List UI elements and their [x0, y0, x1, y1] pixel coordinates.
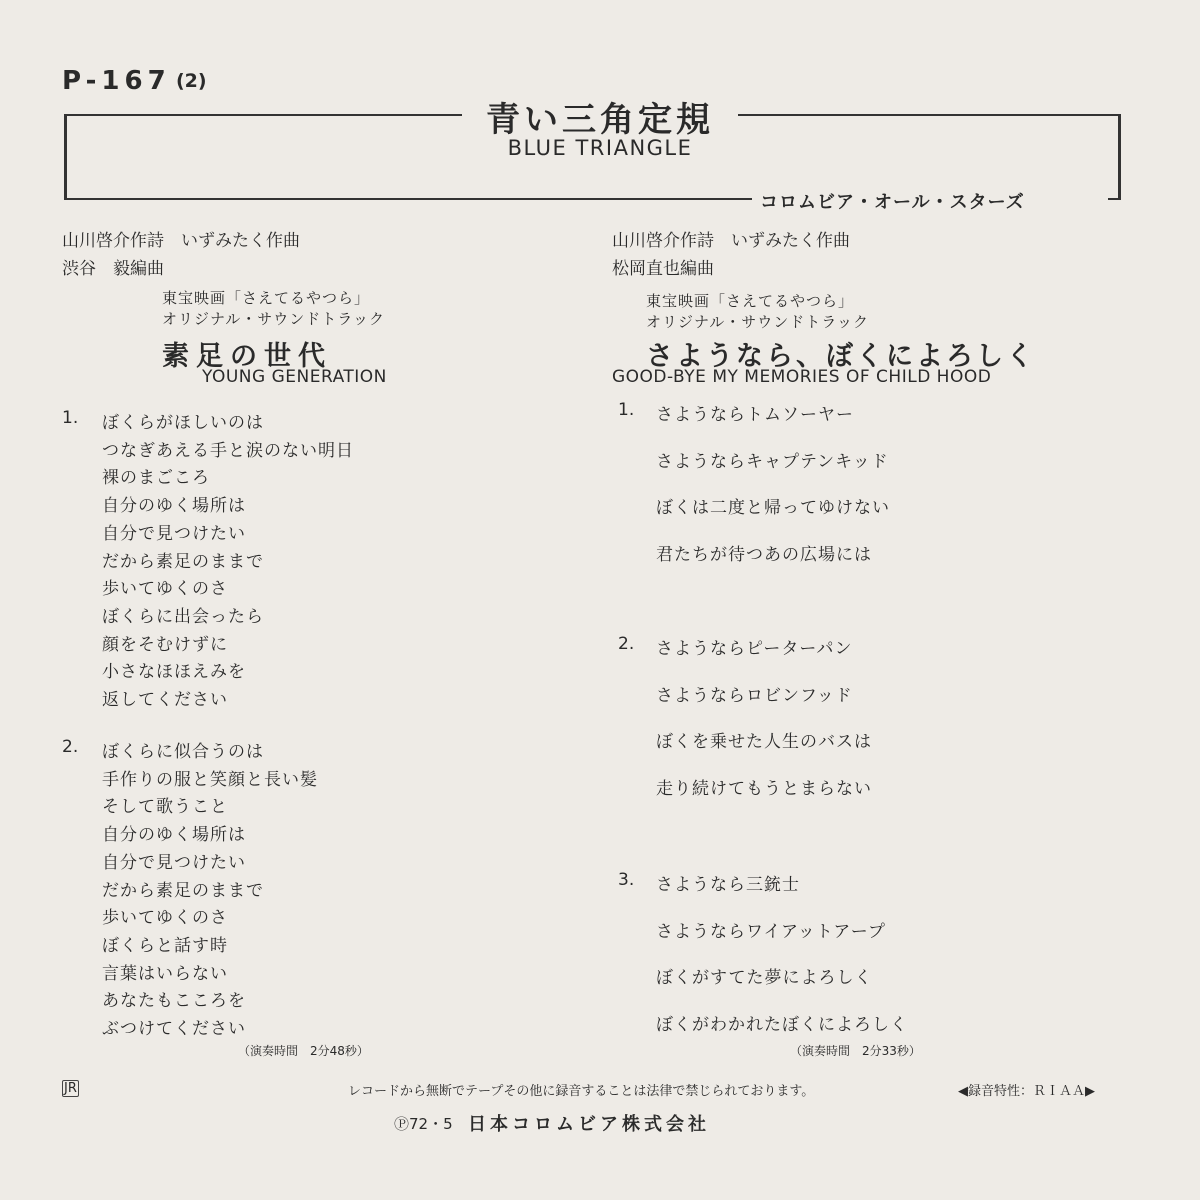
- right-lyric-line: さようならロビンフッド: [656, 685, 853, 706]
- left-credit-1: 山川啓介作詩 いずみたく作曲: [62, 231, 300, 251]
- left-lyric-line: 裸のまごころ: [102, 468, 210, 489]
- copy-notice: レコードから無断でテープその他に録音することは法律で禁じられております。: [348, 1084, 815, 1099]
- left-film-2: オリジナル・サウンドトラック: [162, 310, 385, 328]
- left-song-title-en: YOUNG GENERATION: [202, 367, 387, 387]
- left-lyric-line: ぼくらがほしいのは: [102, 413, 264, 433]
- left-verse-number: 2.: [62, 737, 79, 757]
- copyright-year: Ⓟ72・5: [394, 1115, 453, 1133]
- right-lyric-line: 君たちが待つあの広場には: [656, 545, 872, 566]
- right-lyric-line: さようならキャプテンキッド: [656, 451, 889, 472]
- right-lyric-line: ぼくは二度と帰ってゆけない: [656, 498, 890, 519]
- right-lyric-line: さようならトムソーヤー: [656, 405, 854, 425]
- left-lyric-line: 歩いてゆくのさ: [102, 908, 228, 929]
- right-lyric-line: ぼくがすてた夢によろしく: [656, 968, 873, 989]
- left-lyric-line: つなぎあえる手と涙のない明日: [102, 440, 354, 461]
- artist-rule: [70, 198, 752, 200]
- riaa-characteristic: ◀録音特性：ＲＩＡＡ▶: [958, 1084, 1095, 1099]
- catalog-number: P-167: [62, 66, 171, 96]
- left-film-1: 東宝映画「さえてるやつら」: [162, 289, 371, 307]
- catalog-side: (2): [176, 70, 207, 92]
- left-lyric-line: 自分のゆく場所は: [102, 825, 246, 846]
- left-lyric-line: ぼくらと話す時: [102, 935, 228, 956]
- left-lyric-line: 言葉はいらない: [102, 963, 228, 984]
- left-lyric-line: だから素足のままで: [102, 880, 264, 901]
- left-lyric-line: 小さなほほえみを: [102, 662, 246, 683]
- right-credit-2: 松岡直也編曲: [612, 259, 714, 279]
- left-lyric-line: 自分で見つけたい: [102, 523, 246, 544]
- left-lyric-line: 返してください: [102, 690, 228, 710]
- left-lyric-line: あなたもこころを: [102, 991, 246, 1012]
- right-lyric-line: さようなら三銃士: [656, 875, 800, 895]
- right-verse-number: 3.: [618, 870, 635, 890]
- left-playtime: （演奏時間 2分48秒）: [238, 1044, 369, 1058]
- right-film-2: オリジナル・サウンドトラック: [646, 313, 869, 331]
- left-lyric-line: 顔をそむけずに: [102, 634, 228, 655]
- left-lyric-line: 自分のゆく場所は: [102, 496, 246, 517]
- record-title-jp: 青い三角定規: [486, 100, 714, 140]
- left-credit-2: 渋谷 毅編曲: [62, 259, 164, 279]
- left-lyric-line: だから素足のままで: [102, 551, 264, 572]
- right-lyric-line: ぼくがわかれたぼくによろしく: [656, 1015, 908, 1036]
- left-song-title-jp: 素足の世代: [162, 341, 332, 372]
- left-lyric-line: 手作りの服と笑顔と長い髪: [102, 769, 318, 790]
- right-song-title-jp: さようなら、ぼくによろしく: [646, 341, 1036, 372]
- record-title-en: BLUE TRIANGLE: [507, 136, 693, 160]
- company-name: 日本コロムビア株式会社: [468, 1114, 710, 1135]
- left-lyric-line: 歩いてゆくのさ: [102, 579, 228, 600]
- right-verse-number: 1.: [618, 400, 635, 420]
- left-verse-number: 1.: [62, 408, 79, 428]
- right-lyric-line: ぼくを乗せた人生のバスは: [656, 732, 872, 753]
- left-lyric-line: そして歌うこと: [102, 797, 228, 818]
- right-lyric-line: さようならピーターパン: [656, 639, 853, 659]
- jr-mark: JR: [64, 1081, 77, 1096]
- left-lyric-line: ぶつけてください: [102, 1019, 246, 1039]
- right-playtime: （演奏時間 2分33秒）: [790, 1044, 921, 1058]
- right-film-1: 東宝映画「さえてるやつら」: [646, 292, 855, 310]
- right-song-title-en: GOOD-BYE MY MEMORIES OF CHILD HOOD: [612, 367, 992, 387]
- left-lyric-line: 自分で見つけたい: [102, 852, 246, 873]
- right-lyric-line: さようならワイアットアープ: [656, 921, 886, 942]
- right-lyric-line: 走り続けてもうとまらない: [656, 779, 872, 800]
- right-credit-1: 山川啓介作詩 いずみたく作曲: [612, 231, 850, 251]
- artist-name: コロムビア・オール・スターズ: [760, 192, 1025, 213]
- right-verse-number: 2.: [618, 634, 635, 654]
- left-lyric-line: ぼくらに似合うのは: [102, 742, 264, 762]
- left-lyric-line: ぼくらに出会ったら: [102, 606, 264, 627]
